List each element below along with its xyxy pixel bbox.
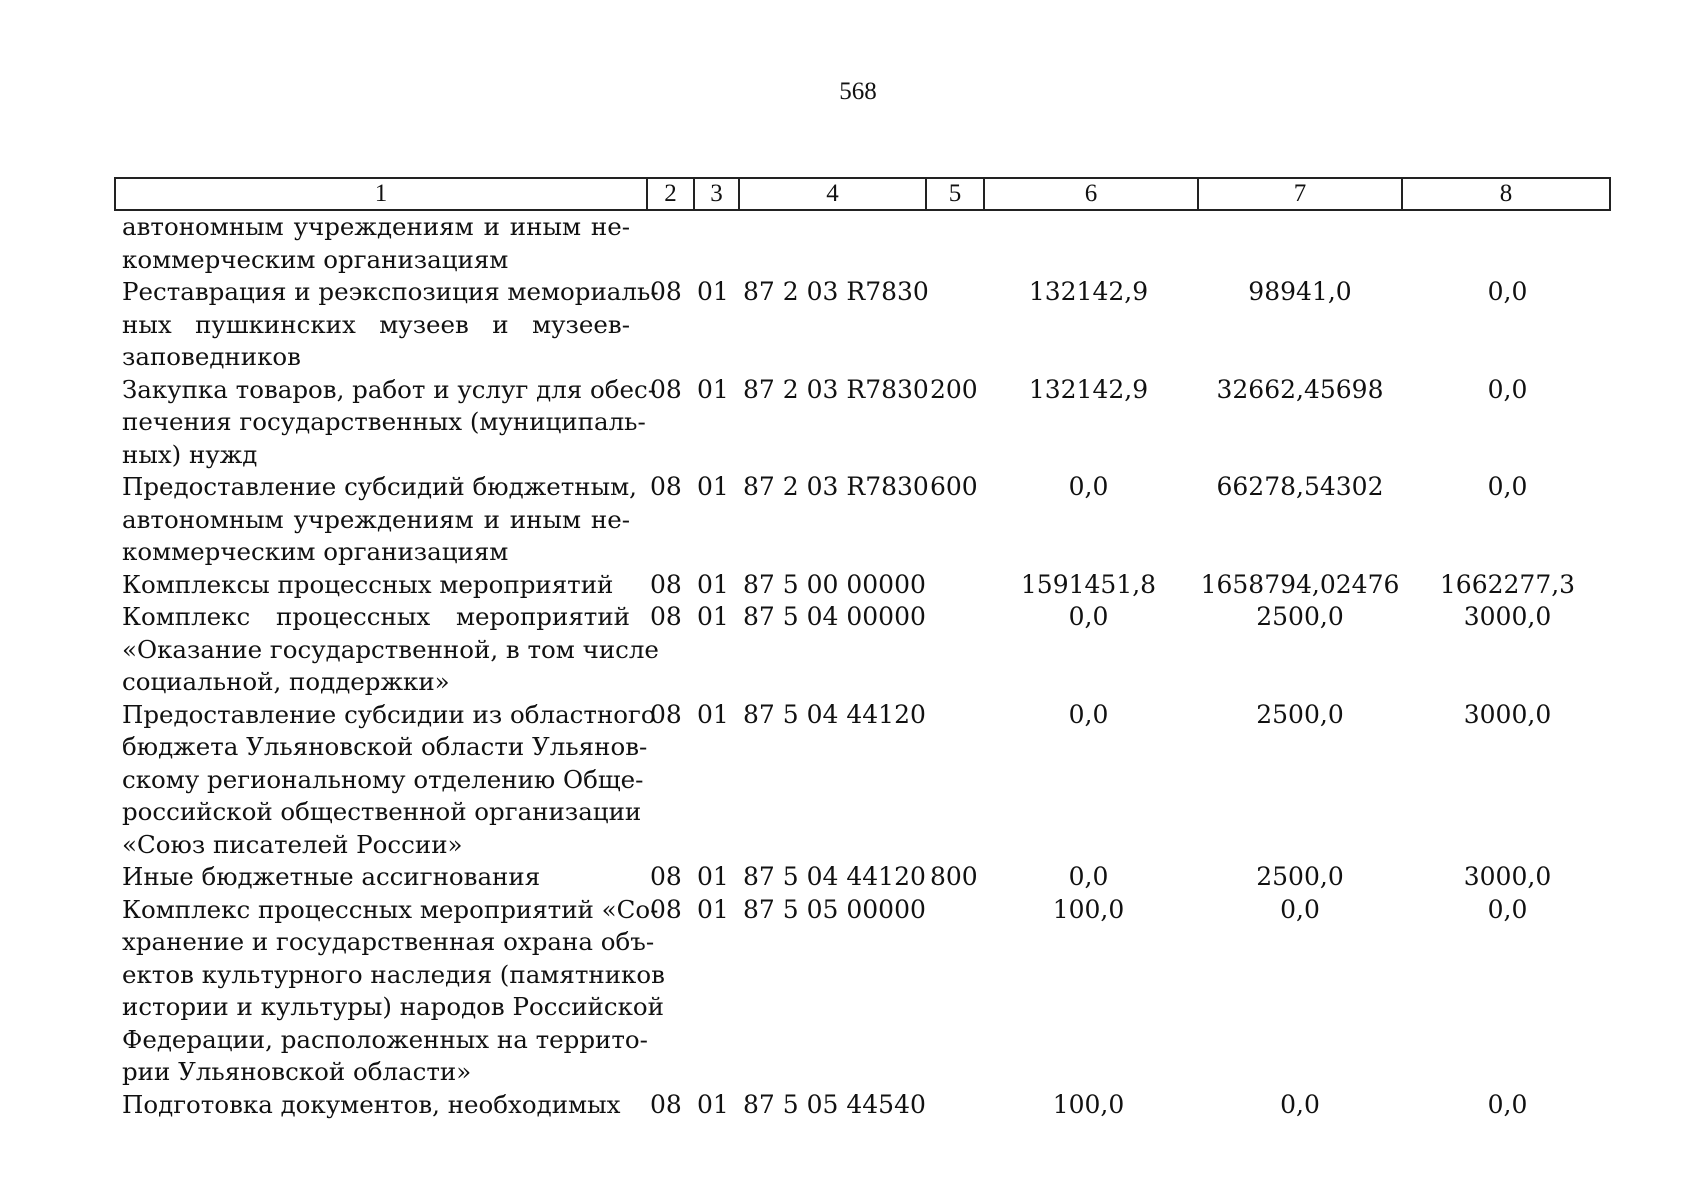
amount-col-7: 2500,0: [1256, 602, 1344, 631]
subsection-code: 01: [697, 277, 729, 306]
section-code: 08: [650, 602, 682, 631]
target-article-code: 87 5 05 44540: [743, 1089, 926, 1119]
description-line: коммерческим организациям: [122, 244, 509, 274]
section-code: 08: [650, 894, 682, 924]
row-description: [122, 471, 637, 569]
description-line: социальной, поддержки»: [122, 667, 450, 696]
description-line: ных) нужд: [122, 439, 258, 469]
table-row: [0, 1089, 1696, 1122]
expense-type-code: 600: [930, 472, 978, 501]
section-code: 08: [650, 277, 682, 306]
table-row: [0, 601, 1696, 699]
row-description: [122, 569, 630, 602]
section-code: 08: [650, 569, 682, 599]
column-number-header: [114, 177, 1611, 211]
table-row: [0, 276, 1696, 374]
section-code: 08: [650, 374, 682, 404]
row-description: [122, 1089, 630, 1122]
subsection-code: 01: [697, 862, 729, 891]
description-line: заповедников: [122, 342, 301, 371]
description-line: бюджета Ульяновской области Ульянов-: [122, 732, 648, 761]
description-line: ектов культурного наследия (памятников: [122, 959, 665, 989]
row-description: [122, 601, 659, 699]
description-line: Закупка товаров, работ и услуг для обес-: [122, 374, 657, 404]
amount-col-6: 0,0: [1068, 699, 1109, 729]
amount-col-6: 0,0: [1068, 862, 1109, 891]
table-row: [0, 894, 1696, 1089]
page-number: 568: [839, 78, 877, 105]
subsection-code: 01: [697, 1089, 729, 1119]
description-line: Федерации, расположенных на террито-: [122, 1024, 648, 1054]
subsection-code: 01: [697, 699, 729, 729]
description-line: хранение и государственная охрана объ-: [122, 927, 655, 956]
amount-col-6: 0,0: [1068, 472, 1109, 501]
header-col-3: 3: [694, 178, 739, 210]
subsection-code: 01: [697, 374, 729, 404]
amount-col-7: 66278,54302: [1216, 472, 1384, 501]
amount-col-8: 0,0: [1487, 277, 1528, 306]
amount-col-8: 0,0: [1487, 374, 1528, 404]
description-line: Реставрация и реэкспозиция мемориаль-: [122, 277, 659, 306]
description-line: Комплексы процессных мероприятий: [122, 569, 614, 599]
amount-col-8: 3000,0: [1463, 699, 1552, 729]
description-line: Иные бюджетные ассигнования: [122, 862, 541, 891]
amount-col-6: 132142,9: [1028, 374, 1149, 404]
expense-type-code: 200: [930, 374, 978, 404]
table-row: [0, 861, 1696, 894]
row-description: [122, 276, 659, 374]
subsection-code: 01: [697, 472, 729, 501]
section-code: 08: [650, 1089, 682, 1119]
amount-col-8: 1662277,3: [1439, 569, 1576, 599]
amount-col-6: 132142,9: [1028, 277, 1149, 306]
amount-col-8: 0,0: [1487, 472, 1528, 501]
row-description: [122, 699, 656, 862]
header-col-1: 1: [115, 178, 647, 210]
amount-col-8: 0,0: [1487, 1089, 1528, 1119]
subsection-code: 01: [697, 569, 729, 599]
amount-col-6: 100,0: [1052, 894, 1125, 924]
target-article-code: 87 5 00 00000: [743, 569, 926, 599]
header-col-6: 6: [984, 178, 1198, 210]
description-line: коммерческим организациям: [122, 537, 509, 566]
target-article-code: 87 2 03 R7830: [743, 277, 929, 306]
amount-col-6: 1591451,8: [1020, 569, 1157, 599]
description-line: Комплекс процессных мероприятий: [122, 602, 630, 631]
target-article-code: 87 5 04 44120: [743, 862, 926, 891]
description-line: истории и культуры) народов Российской: [122, 992, 664, 1021]
description-line: Предоставление субсидии из областного: [122, 699, 656, 729]
description-line: российской общественной организации: [122, 797, 642, 826]
amount-col-7: 32662,45698: [1216, 374, 1384, 404]
description-line: рии Ульяновской области»: [122, 1057, 472, 1086]
subsection-code: 01: [697, 894, 729, 924]
description-line: печения государственных (муниципаль-: [122, 407, 646, 436]
header-col-7: 7: [1198, 178, 1402, 210]
target-article-code: 87 5 05 00000: [743, 894, 926, 924]
header-col-2: 2: [647, 178, 694, 210]
description-line: ных пушкинских музеев и музеев-: [122, 309, 630, 339]
table-row: [0, 699, 1696, 862]
section-code: 08: [650, 699, 682, 729]
amount-col-6: 100,0: [1052, 1089, 1125, 1119]
table-row: [0, 569, 1696, 602]
amount-col-8: 3000,0: [1463, 602, 1552, 631]
amount-col-8: 0,0: [1487, 894, 1528, 924]
subsection-code: 01: [697, 602, 729, 631]
description-line: автономным учреждениям и иным не-: [122, 212, 630, 241]
section-code: 08: [650, 862, 682, 891]
expense-type-code: 800: [930, 862, 978, 891]
target-article-code: 87 5 04 00000: [743, 602, 926, 631]
header-col-4: 4: [739, 178, 926, 210]
description-line: Предоставление субсидий бюджетным,: [122, 472, 637, 501]
description-line: скому региональному отделению Обще-: [122, 764, 644, 794]
amount-col-7: 1658794,02476: [1200, 569, 1400, 599]
amount-col-6: 0,0: [1068, 602, 1109, 631]
row-description: [122, 861, 630, 894]
target-article-code: 87 2 03 R7830: [743, 374, 929, 404]
description-line: автономным учреждениям и иным не-: [122, 504, 630, 534]
description-line: «Союз писателей России»: [122, 829, 463, 859]
row-description: [122, 374, 657, 472]
section-code: 08: [650, 472, 682, 501]
amount-col-7: 2500,0: [1256, 699, 1344, 729]
table-row: [0, 374, 1696, 472]
amount-col-7: 2500,0: [1256, 862, 1344, 891]
amount-col-8: 3000,0: [1463, 862, 1552, 891]
amount-col-7: 0,0: [1280, 1089, 1320, 1119]
amount-col-7: 98941,0: [1248, 277, 1352, 306]
description-line: «Оказание государственной, в том числе: [122, 634, 659, 664]
target-article-code: 87 5 04 44120: [743, 699, 926, 729]
target-article-code: 87 2 03 R7830: [743, 472, 929, 501]
amount-col-7: 0,0: [1280, 894, 1320, 924]
table-row: [0, 471, 1696, 569]
description-line: Подготовка документов, необходимых: [122, 1089, 621, 1119]
table-row: [0, 211, 1696, 276]
description-line: Комплекс процессных мероприятий «Со-: [122, 894, 659, 924]
header-col-5: 5: [926, 178, 984, 210]
header-col-8: 8: [1402, 178, 1610, 210]
row-description: [122, 894, 665, 1089]
row-description: [122, 211, 630, 276]
